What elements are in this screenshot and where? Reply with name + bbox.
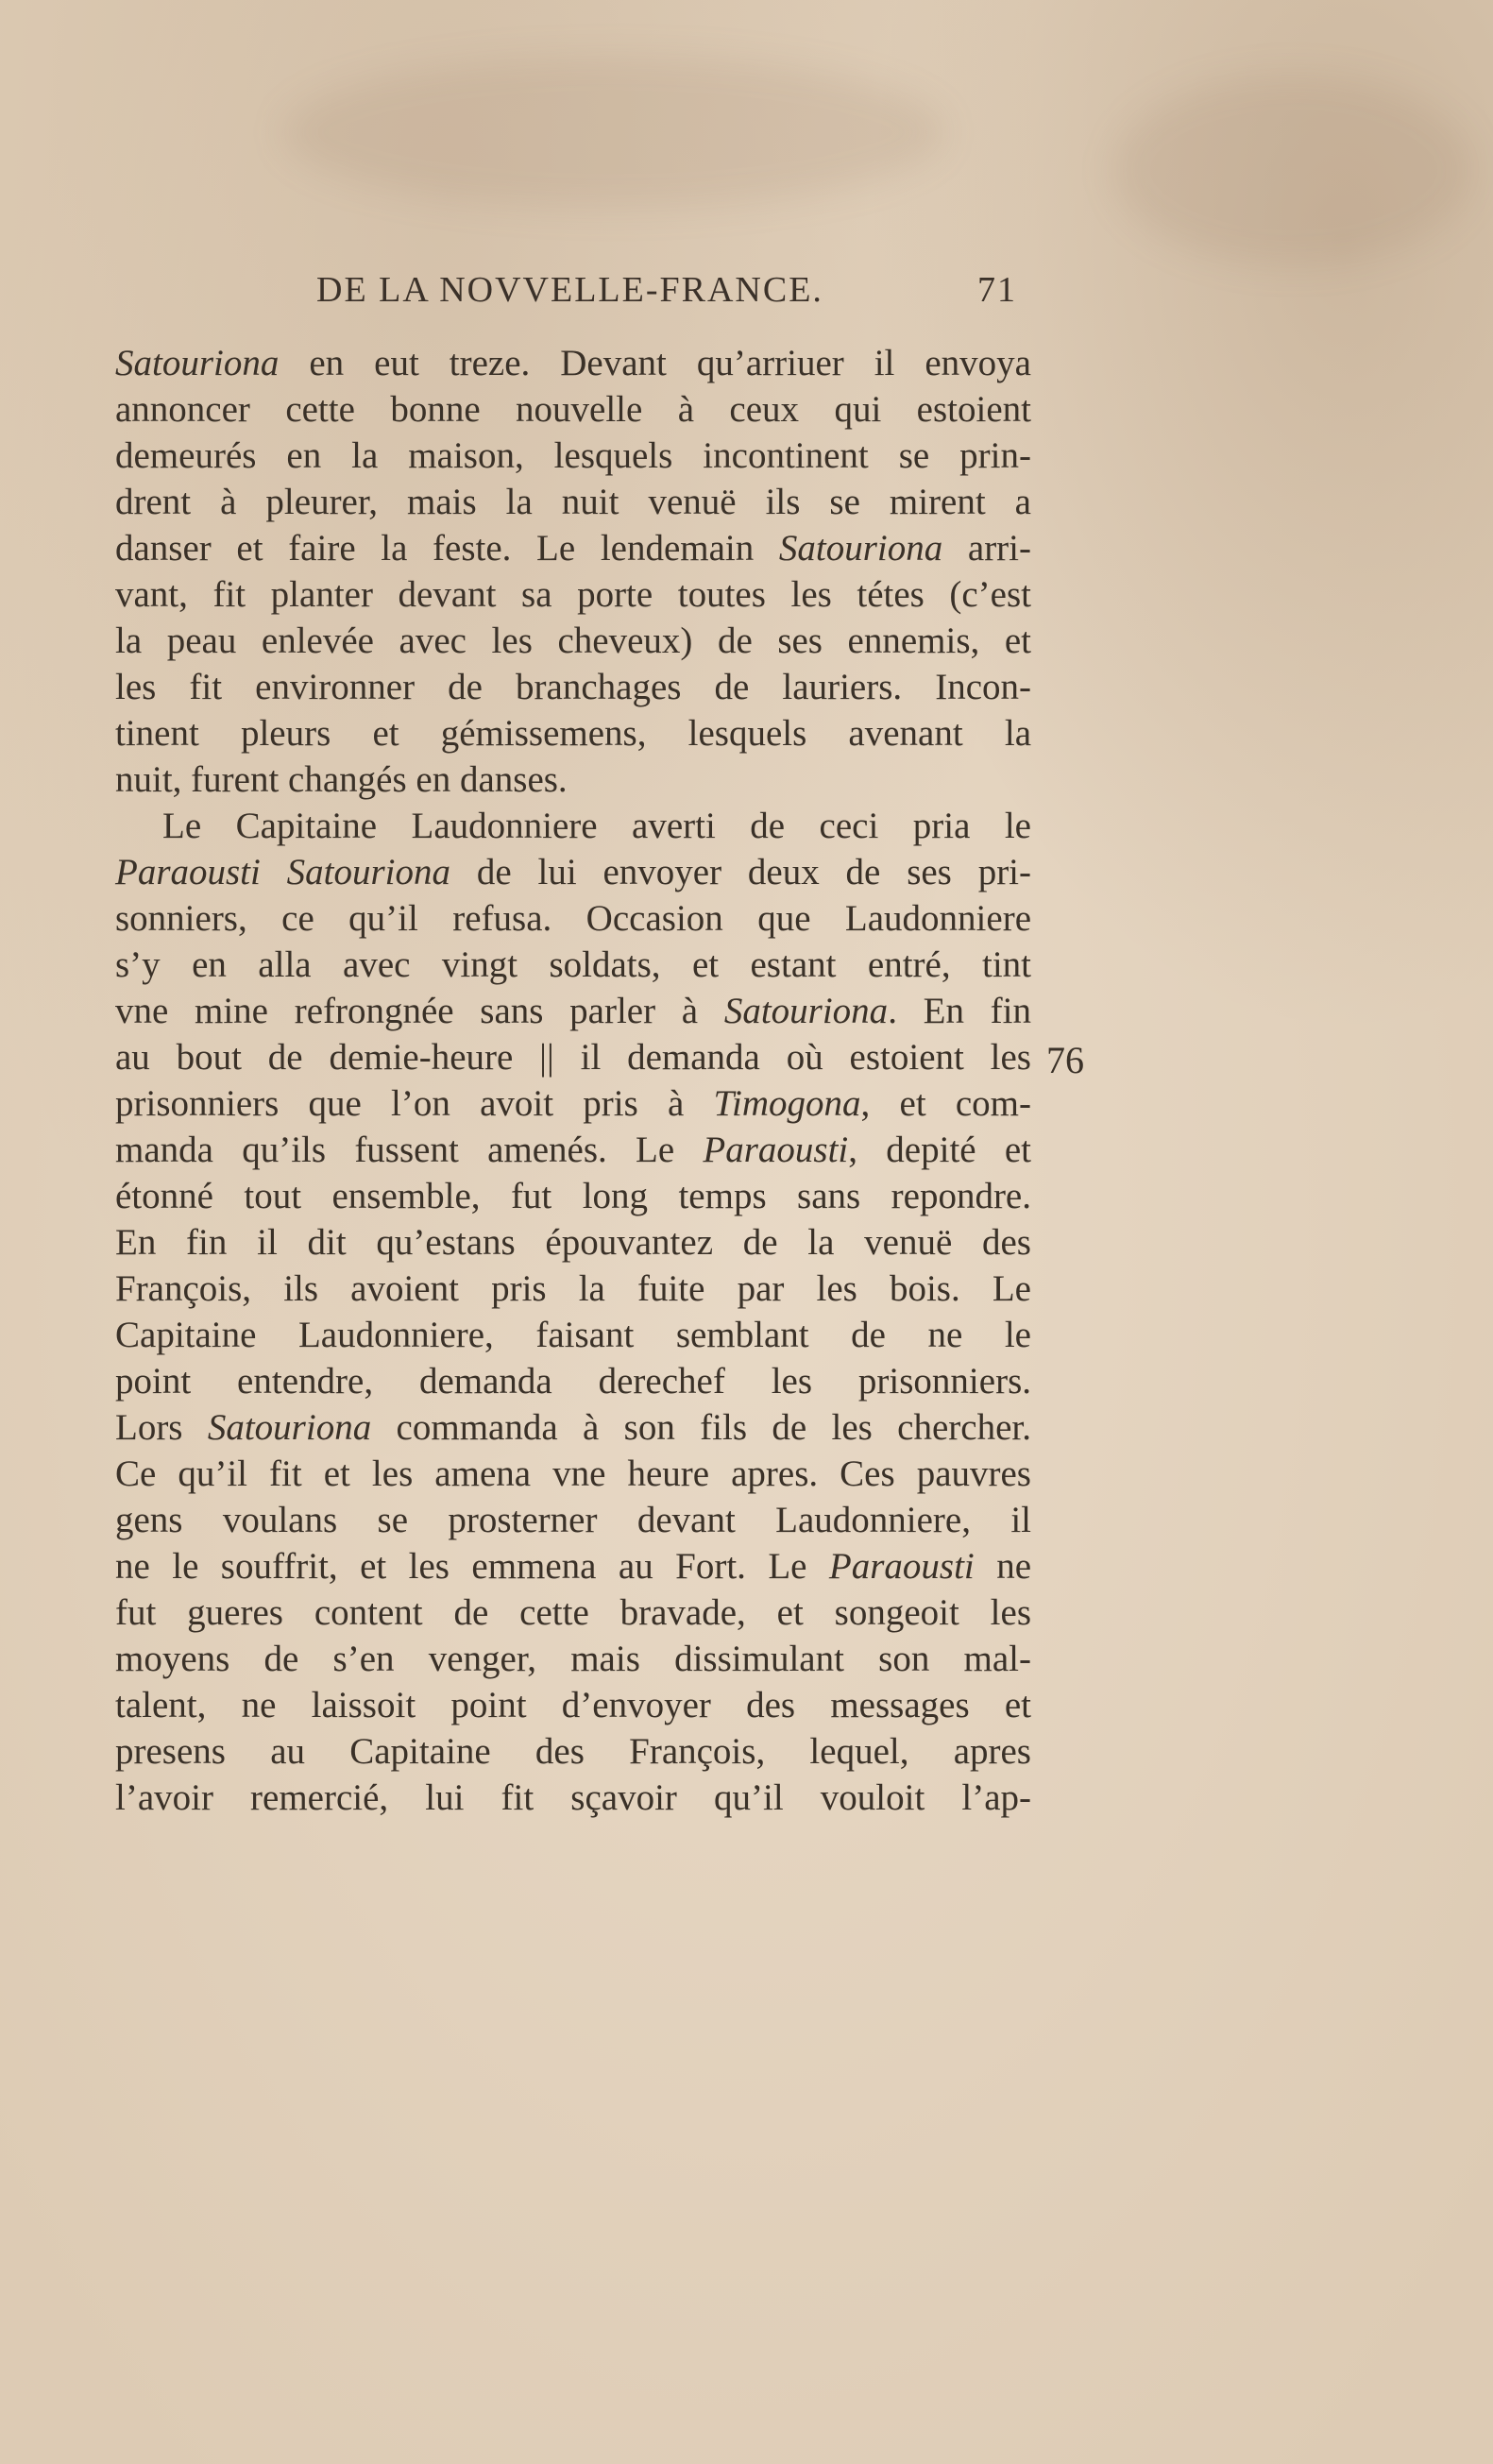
text-line — [115, 1127, 1031, 1173]
text-segment: presens au Capitaine des François, lequel, apres — [115, 1731, 1031, 1772]
text-segment: Capitaine Laudonniere, faisant semblant de ne le — [115, 1315, 1031, 1355]
text-segment: la peau enlevée avec les cheveux) de ses ennemis, et — [115, 620, 1031, 661]
page-number: 71 — [977, 270, 1017, 310]
running-head-title: DE LA NOVVELLE-FRANCE. — [316, 270, 823, 310]
text-line — [115, 1543, 1031, 1589]
text-segment: en eut treze. Devant qu’arriuer il envoya — [279, 343, 1031, 383]
text-line — [115, 1358, 1031, 1404]
paper-stain — [1114, 76, 1473, 264]
text-segment: nuit, furent changés en danses. — [115, 759, 568, 800]
text-line — [115, 942, 1031, 988]
text-line — [115, 849, 1031, 895]
text-line — [115, 803, 1031, 849]
text-segment: moyens de s’en venger, mais dissimulant son mal- — [115, 1639, 1031, 1679]
text-line — [115, 988, 1031, 1034]
text-segment: vant, fit planter devant sa porte toutes les tétes (c’est — [115, 574, 1031, 615]
text-segment: ne le souffrit, et les emmena au Fort. Le — [115, 1546, 829, 1587]
text-line — [115, 1404, 1031, 1451]
italic-name: Satouriona — [723, 991, 889, 1031]
italic-name: Paraousti — [828, 1546, 975, 1587]
text-line — [115, 1034, 1031, 1080]
paper-stain — [283, 57, 944, 208]
text-segment: , depité et — [848, 1130, 1031, 1170]
text-line — [115, 1728, 1031, 1775]
italic-name: Paraousti Satouriona — [115, 852, 451, 892]
text-line — [115, 895, 1031, 942]
text-line — [115, 386, 1031, 433]
text-line — [115, 525, 1031, 571]
text-segment: Ce qu’il fit et les amena vne heure apres. Ces pauvres — [115, 1453, 1031, 1494]
italic-name: Paraousti — [703, 1130, 849, 1170]
italic-name: Satouriona — [207, 1407, 372, 1448]
italic-name: Satouriona — [115, 343, 280, 383]
text-line — [115, 1775, 1031, 1821]
text-line — [115, 664, 1031, 710]
text-line — [115, 571, 1031, 618]
text-segment: En fin il dit qu’estans épouvantez de la venuë des — [115, 1222, 1031, 1263]
text-segment: s’y en alla avec vingt soldats, et estant entré, tint — [115, 944, 1031, 985]
text-segment: manda qu’ils fussent amenés. Le — [115, 1130, 704, 1170]
text-line — [115, 479, 1031, 525]
text-segment: étonné tout ensemble, fut long temps sans repondre. — [115, 1176, 1031, 1216]
text-line — [115, 1312, 1031, 1358]
text-segment: de lui envoyer deux de ses pri- — [450, 852, 1031, 892]
text-line — [115, 340, 1031, 386]
text-line — [115, 1080, 1031, 1127]
text-segment: fut gueres content de cette bravade, et songeoit les — [115, 1592, 1031, 1633]
body-text — [115, 340, 1031, 1821]
running-head — [316, 269, 1072, 326]
text-segment: drent à pleurer, mais la nuit venuë ils se mirent a — [115, 482, 1031, 522]
text-line — [115, 1173, 1031, 1219]
text-segment: arri- — [942, 528, 1031, 569]
text-segment: prisonniers que l’on avoit pris à — [115, 1083, 714, 1124]
text-segment: annoncer cette bonne nouvelle à ceux qui estoient — [115, 389, 1031, 430]
text-segment: Lors — [115, 1407, 208, 1448]
text-segment: danser et faire la feste. Le lendemain — [115, 528, 779, 569]
text-segment: les fit environner de branchages de lauriers. Incon- — [115, 667, 1031, 707]
text-segment: ne — [974, 1546, 1031, 1587]
text-segment: gens voulans se prosterner devant Laudonniere, il — [115, 1500, 1031, 1540]
text-segment: sonniers, ce qu’il refusa. Occasion que Laudonniere — [115, 898, 1031, 939]
margin-page-reference: 76 — [1046, 1039, 1084, 1081]
text-line — [115, 710, 1031, 756]
text-segment: commanda à son fils de les chercher. — [371, 1407, 1031, 1448]
text-line — [115, 433, 1031, 479]
italic-name: Satouriona — [778, 528, 943, 569]
text-segment: talent, ne laissoit point d’envoyer des messages et — [115, 1685, 1031, 1725]
text-segment: tinent pleurs et gémissemens, lesquels avenant la — [115, 713, 1031, 754]
text-line — [115, 1219, 1031, 1266]
text-segment: au bout de demie-heure || il demanda où estoient les — [115, 1037, 1031, 1078]
text-segment: vne mine refrongnée sans parler à — [115, 991, 724, 1031]
text-segment: François, ils avoient pris la fuite par les bois. Le — [115, 1268, 1031, 1309]
text-segment: Le Capitaine Laudonniere averti de ceci pria le — [162, 806, 1031, 846]
text-line — [115, 1451, 1031, 1497]
text-line — [115, 756, 1031, 803]
text-line — [115, 1636, 1031, 1682]
text-segment: l’avoir remercié, lui fit sçavoir qu’il vouloit l’ap- — [115, 1777, 1031, 1818]
text-line — [115, 1497, 1031, 1543]
text-line — [115, 618, 1031, 664]
text-segment: point entendre, demanda derechef les prisonniers. — [115, 1361, 1031, 1402]
text-line — [115, 1266, 1031, 1312]
text-segment: . En fin — [888, 991, 1031, 1031]
text-segment: demeurés en la maison, lesquels incontinent se prin- — [115, 435, 1031, 476]
text-line — [115, 1682, 1031, 1728]
text-segment: , et com- — [860, 1083, 1031, 1124]
italic-name: Timogona — [713, 1083, 861, 1124]
text-line — [115, 1589, 1031, 1636]
